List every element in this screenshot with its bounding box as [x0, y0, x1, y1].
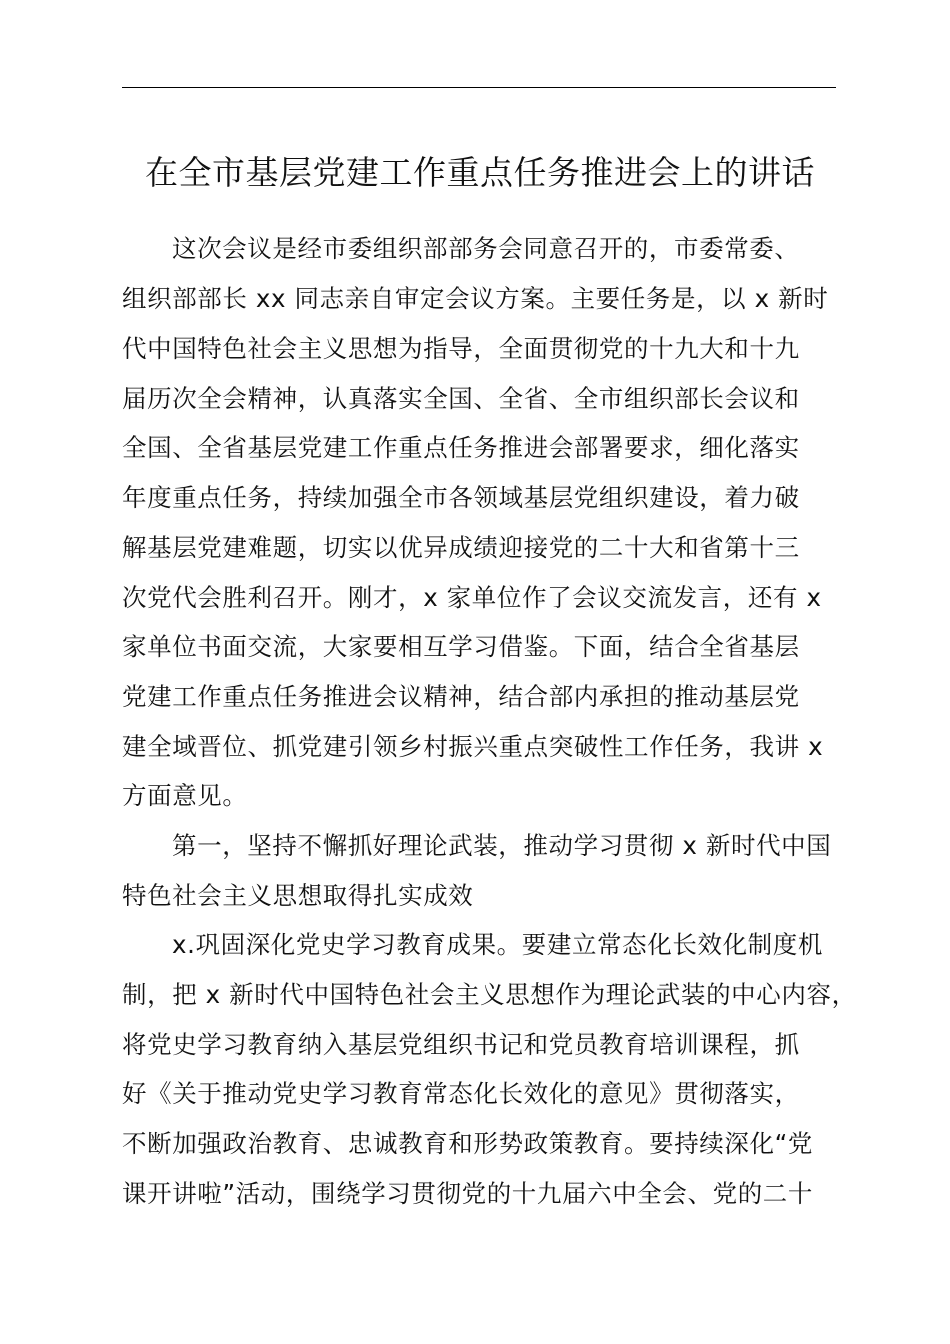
- body-line: 建全域晋位、抓党建引领乡村振兴重点突破性工作任务，我讲 x: [122, 732, 824, 761]
- body-line: 组织部部长 xx 同志亲自审定会议方案。主要任务是，以 x 新时: [122, 284, 829, 313]
- body-line: 代中国特色社会主义思想为指导，全面贯彻党的十九大和十九: [122, 334, 800, 363]
- body-line: 全国、全省基层党建工作重点任务推进会部署要求，细化落实: [122, 433, 800, 462]
- body-line: 年度重点任务，持续加强全市各领域基层党组织建设，着力破: [122, 483, 800, 512]
- body-line: 制，把 x 新时代中国特色社会主义思想作为理论武装的中心内容，: [122, 980, 857, 1009]
- body-line: 解基层党建难题，切实以优异成绩迎接党的二十大和省第十三: [122, 533, 800, 562]
- body-line: 家单位书面交流，大家要相互学习借鉴。下面，结合全省基层: [122, 632, 800, 661]
- body-line: 这次会议是经市委组织部部务会同意召开的，市委常委、: [172, 234, 800, 263]
- header-rule: [122, 87, 836, 88]
- body-line: 方面意见。: [122, 781, 248, 810]
- document-title: 在全市基层党建工作重点任务推进会上的讲话: [145, 153, 815, 192]
- section-heading-line: 第一，坚持不懈抓好理论武装，推动学习贯彻 x 新时代中国: [172, 831, 832, 860]
- body-line: x.巩固深化党史学习教育成果。要建立常态化长效化制度机: [172, 930, 823, 959]
- body-line: 届历次全会精神，认真落实全国、全省、全市组织部长会议和: [122, 384, 800, 413]
- body-line: 不断加强政治教育、忠诚教育和形势政策教育。要持续深化“党: [122, 1129, 813, 1158]
- body-line: 次党代会胜利召开。刚才，x 家单位作了会议交流发言，还有 x: [122, 583, 822, 612]
- section-heading-line: 特色社会主义思想取得扎实成效: [122, 881, 474, 910]
- body-line: 党建工作重点任务推进会议精神，结合部内承担的推动基层党: [122, 682, 800, 711]
- body-line: 将党史学习教育纳入基层党组织书记和党员教育培训课程，抓: [122, 1030, 800, 1059]
- body-line: 好《关于推动党史学习教育常态化长效化的意见》贯彻落实，: [122, 1079, 800, 1108]
- body-line: 课开讲啦”活动，围绕学习贯彻党的十九届六中全会、党的二十: [122, 1179, 813, 1208]
